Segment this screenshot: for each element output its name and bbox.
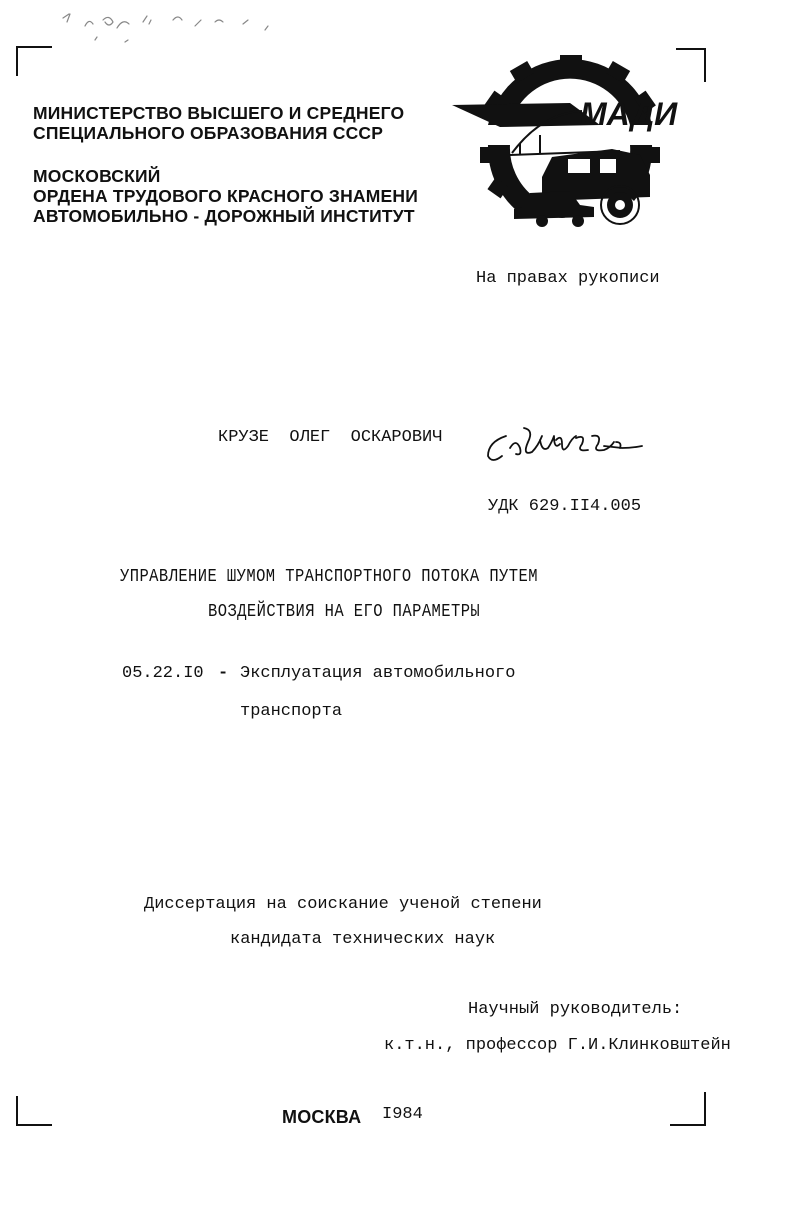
pencil-scribble-icon — [55, 8, 295, 48]
author-signature — [484, 418, 644, 478]
degree-line-2: кандидата технических наук — [230, 930, 496, 949]
manuscript-note: На правах рукописи — [476, 269, 660, 288]
madi-gear-emblem-icon — [450, 55, 690, 230]
dissertation-title-line-1: УПРАВЛЕНИЕ ШУМОМ ТРАНСПОРТНОГО ПОТОКА ПУТЕМ — [120, 567, 538, 587]
institute-line-3: АВТОМОБИЛЬНО - ДОРОЖНЫЙ ИНСТИТУТ — [33, 206, 415, 226]
footer-year: I984 — [382, 1105, 423, 1124]
institute-line-1: МОСКОВСКИЙ — [33, 166, 161, 186]
madi-logo-text: МАДИ — [580, 96, 678, 132]
corner-mark-bottom-left — [16, 1096, 52, 1126]
dissertation-title-line-2: ВОЗДЕЙСТВИЯ НА ЕГО ПАРАМЕТРЫ — [208, 602, 481, 622]
corner-mark-bottom-right — [670, 1092, 706, 1126]
madi-logo — [450, 55, 690, 230]
ministry-line-2: СПЕЦИАЛЬНОГО ОБРАЗОВАНИЯ СССР — [33, 123, 384, 143]
specialty-dash: - — [218, 664, 229, 683]
udc-code: УДК 629.II4.005 — [488, 497, 642, 516]
institute-line-2: ОРДЕНА ТРУДОВОГО КРАСНОГО ЗНАМЕНИ — [33, 186, 419, 206]
degree-line-1: Диссертация на соискание ученой степени — [144, 895, 542, 914]
specialty-name-line-1: Эксплуатация автомобильного — [240, 664, 516, 683]
author-name: КРУЗЕ ОЛЕГ ОСКАРОВИЧ — [218, 428, 443, 447]
corner-mark-top-left — [16, 46, 52, 76]
footer-city: МОСКВА — [282, 1107, 362, 1127]
handwritten-signature-icon — [484, 418, 644, 478]
specialty-name-line-2: транспорта — [240, 702, 343, 721]
advisor-label: Научный руководитель: — [468, 1000, 683, 1019]
institute-header — [33, 166, 418, 226]
ministry-header — [33, 103, 404, 143]
advisor-name: к.т.н., профессор Г.И.Клинковштейн — [384, 1036, 731, 1055]
specialty-code: 05.22.I0 — [122, 664, 204, 683]
ministry-line-1: МИНИСТЕРСТВО ВЫСШЕГО И СРЕДНЕГО — [33, 103, 405, 123]
